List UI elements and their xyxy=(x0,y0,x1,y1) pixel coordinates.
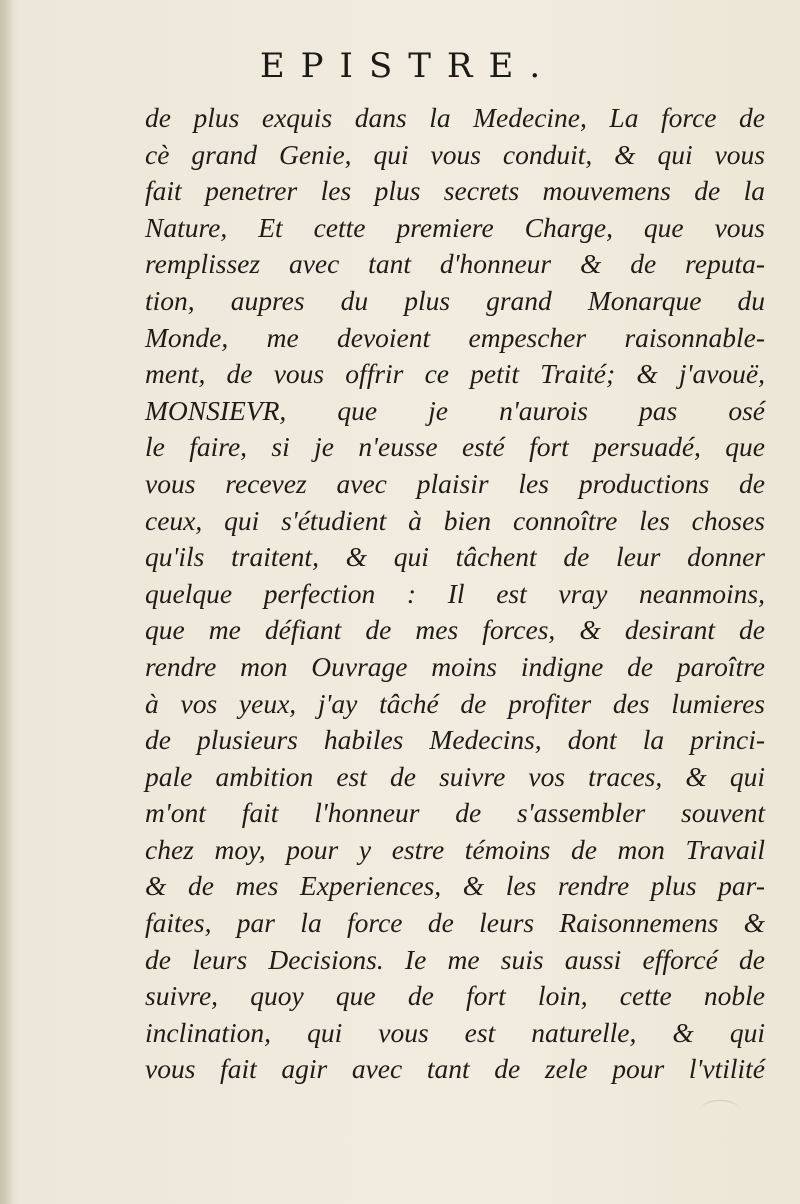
text-line: pale ambition est de suivre vos traces, & qui xyxy=(145,760,765,792)
text-line: faites, par la force de leurs Raisonnemens & xyxy=(145,907,765,939)
text-line: MONSIEVR, que je n'aurois pas osé xyxy=(145,394,765,426)
text-line: Nature, Et cette premiere Charge, que vous xyxy=(145,211,765,243)
text-line: remplissez avec tant d'honneur & de reputa- xyxy=(145,248,765,280)
text-line: fait penetrer les plus secrets mouvemens de la xyxy=(145,175,765,207)
text-line: de leurs Decisions. Ie me suis aussi efforcé de xyxy=(145,943,765,975)
text-line: de plus exquis dans la Medecine, La force de xyxy=(145,102,765,133)
text-line: Monde, me devoient empescher raisonnable- xyxy=(145,321,765,353)
text-line: ment, de vous offrir ce petit Traité; & j'avouë, xyxy=(145,358,765,390)
paper-mark xyxy=(700,1100,740,1121)
text-line: ceux, qui s'étudient à bien connoître les choses xyxy=(145,504,765,536)
text-line: inclination, qui vous est naturelle, & qui xyxy=(145,1016,765,1048)
text-line: vous recevez avec plaisir les productions de xyxy=(145,467,765,499)
text-line: vous fait agir avec tant de zele pour l'vtilité xyxy=(145,1053,765,1085)
text-line: à vos yeux, j'ay tâché de profiter des lumieres xyxy=(145,687,765,719)
text-line: tion, aupres du plus grand Monarque du xyxy=(145,284,765,316)
text-line: rendre mon Ouvrage moins indigne de paroître xyxy=(145,650,765,682)
text-line: le faire, si je n'eusse esté fort persuadé, que xyxy=(145,431,765,463)
text-line: que me défiant de mes forces, & desirant de xyxy=(145,614,765,646)
text-line: m'ont fait l'honneur de s'assembler souvent xyxy=(145,797,765,829)
body-text xyxy=(145,100,765,1088)
text-line: chez moy, pour y estre témoins de mon Travail xyxy=(145,833,765,865)
text-line: cè grand Genie, qui vous conduit, & qui vous xyxy=(145,138,765,170)
text-line: de plusieurs habiles Medecins, dont la princi- xyxy=(145,724,765,756)
text-line: suivre, quoy que de fort loin, cette noble xyxy=(145,980,765,1012)
text-line: quelque perfection : Il est vray neanmoins, xyxy=(145,577,765,609)
running-head: EPISTRE. xyxy=(259,46,557,86)
text-line: qu'ils traitent, & qui tâchent de leur donner xyxy=(145,541,765,573)
gutter-shadow xyxy=(0,0,14,1204)
text-line: & de mes Experiences, & les rendre plus par- xyxy=(145,870,765,902)
